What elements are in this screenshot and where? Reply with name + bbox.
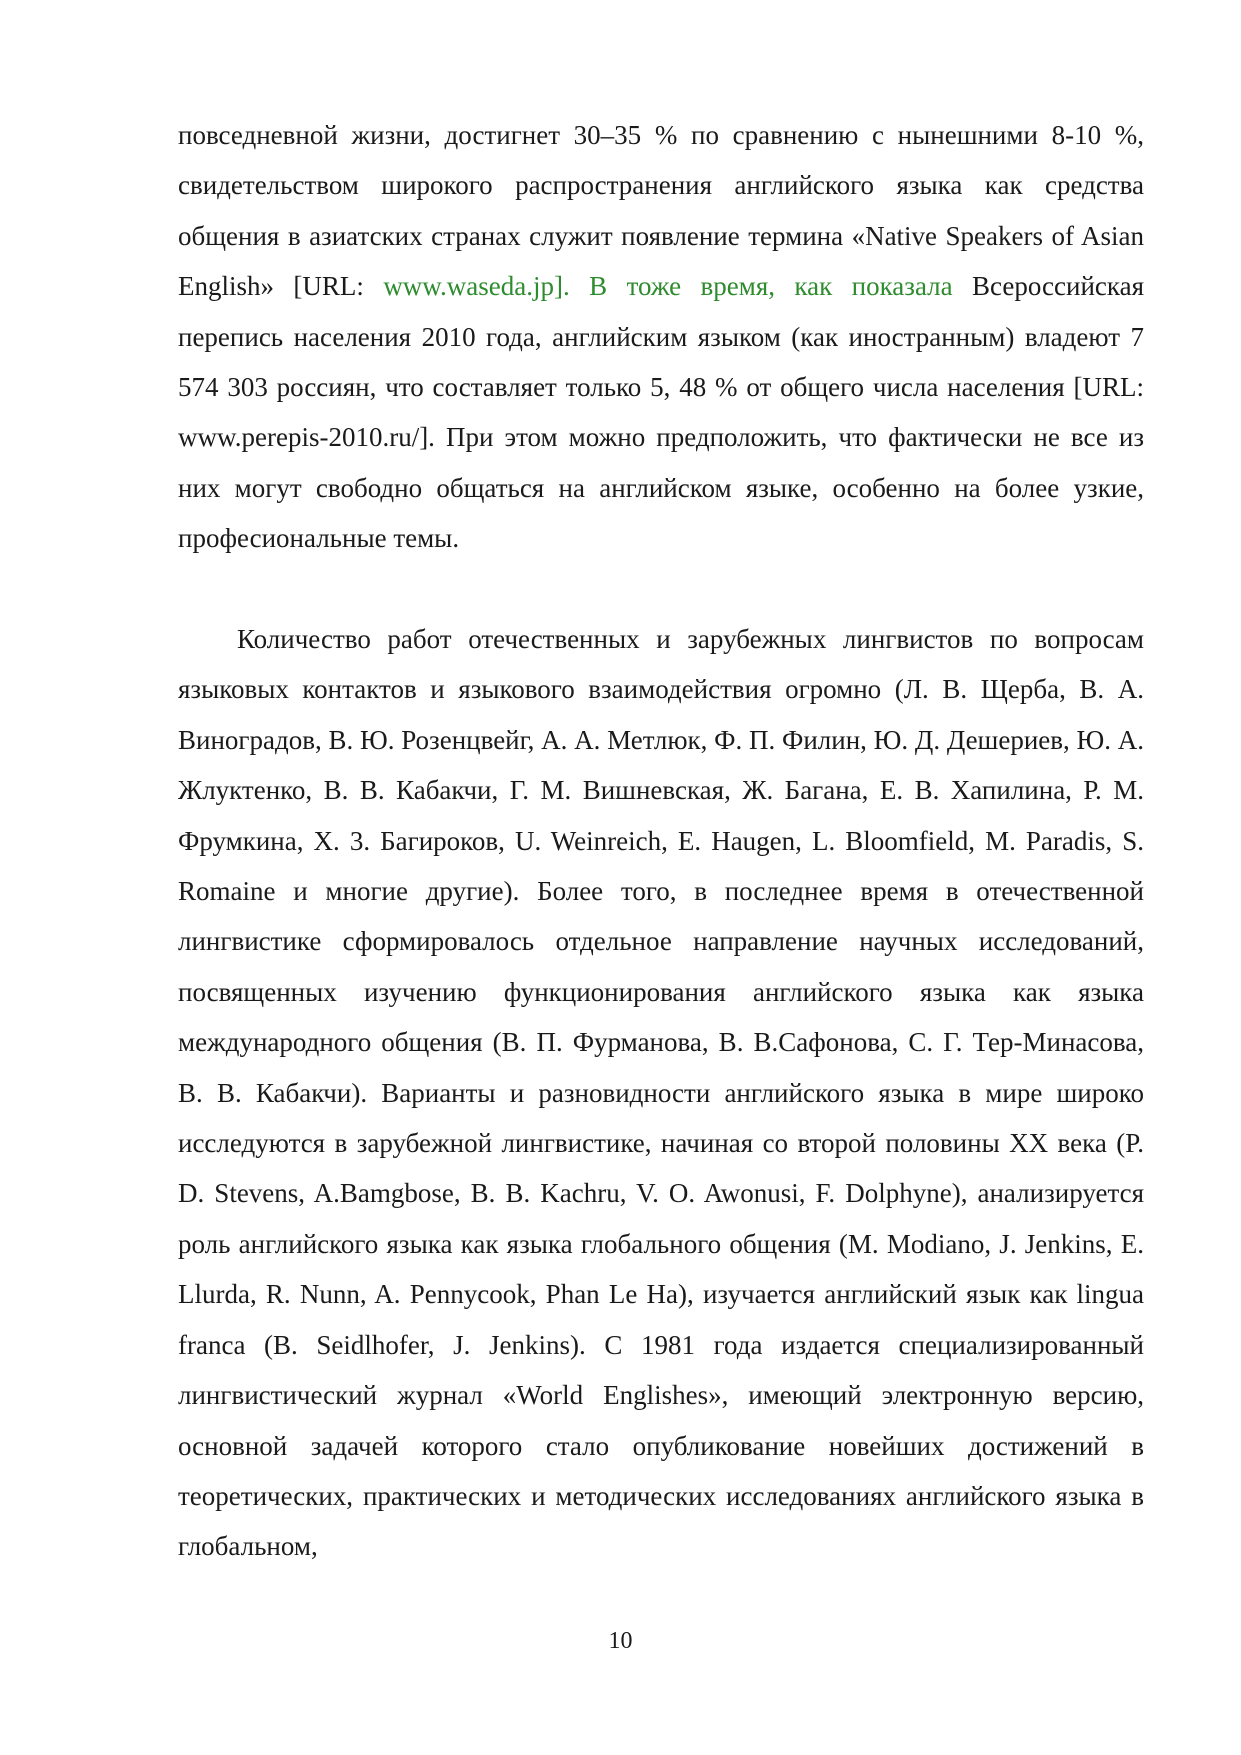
paragraph-1-part-1: повседневной жизни, достигнет 30–35 % по сравнению с нынешними 8-10 %, свидетельством широкого распространения английского языка как средства общения в азиатских странах служит появление термина «Native Speakers of Asian English» [URL: (178, 120, 1144, 302)
paragraph-1 (178, 110, 1144, 564)
page-number: 10 (608, 1628, 633, 1654)
paragraph-2 (178, 614, 1144, 1572)
highlighted-link-text: www.waseda.jp]. В тоже время, как показала (383, 271, 953, 302)
paragraph-2-text: Количество работ отечественных и зарубежных лингвистов по вопросам языковых контактов и языкового взаимодействия огромно (Л. В. Щерба, В. А. Виноградов, В. Ю. Розенцвейг, А. А. Метлюк, Ф. П. Филин, Ю. Д. Дешериев, Ю. А. Жлуктенко, В. В. Кабакчи, Г. М. Вишневская, Ж. Багана, Е. В. Хапилина, Р. М. Фрумкина, Х. 3. Багироков, U. Weinreich, E. Haugen, L. Bloomfield, M. Paradis, S. Romaine и многие другие). Более того, в последнее время в отечественной лингвистике сформировалось отдельное направление научных исследований, посвященных изучению функционирования английского языка как языка международного общения (В. П. Фурманова, В. В.Сафонова, С. Г. Тер-Минасова, В. В. Кабакчи). Варианты и разновидности английского языка в мире широко исследуются в зарубежной лингвистике, начиная со второй половины XX века (P. D. Stevens, A.Bamgbose, B. B. Kachru, V. O. Awonusi, F. Dolphyne), анализируется роль английского языка как языка глобального общения (M. Modiano, J. Jenkins, E. Llurda, R. Nunn, A. Pennycook, Phan Le Ha), изучается английский язык как lingua franca (B. Seidlhofer, J. Jenkins). С 1981 года издается специализированный лингвистический журнал «World Englishes», имеющий электронную версию, основной задачей которого стало опубликование новейших достижений в теоретических, практических и методических исследованиях английского языка в глобальном, (178, 624, 1145, 1562)
paragraph-1-text (178, 110, 1144, 564)
paragraph-1-part-2: Всероссийская перепись населения 2010 года, английским языком (как иностранным) владеют 7 574 303 россиян, что составляет только 5, 48 % от общего числа населения [URL: www.perepis-2010.ru/]. При этом можно предположить, что фактически не все из них могут свободно общаться на английском языке, особенно на более узкие, професиональные темы. (178, 271, 1144, 554)
